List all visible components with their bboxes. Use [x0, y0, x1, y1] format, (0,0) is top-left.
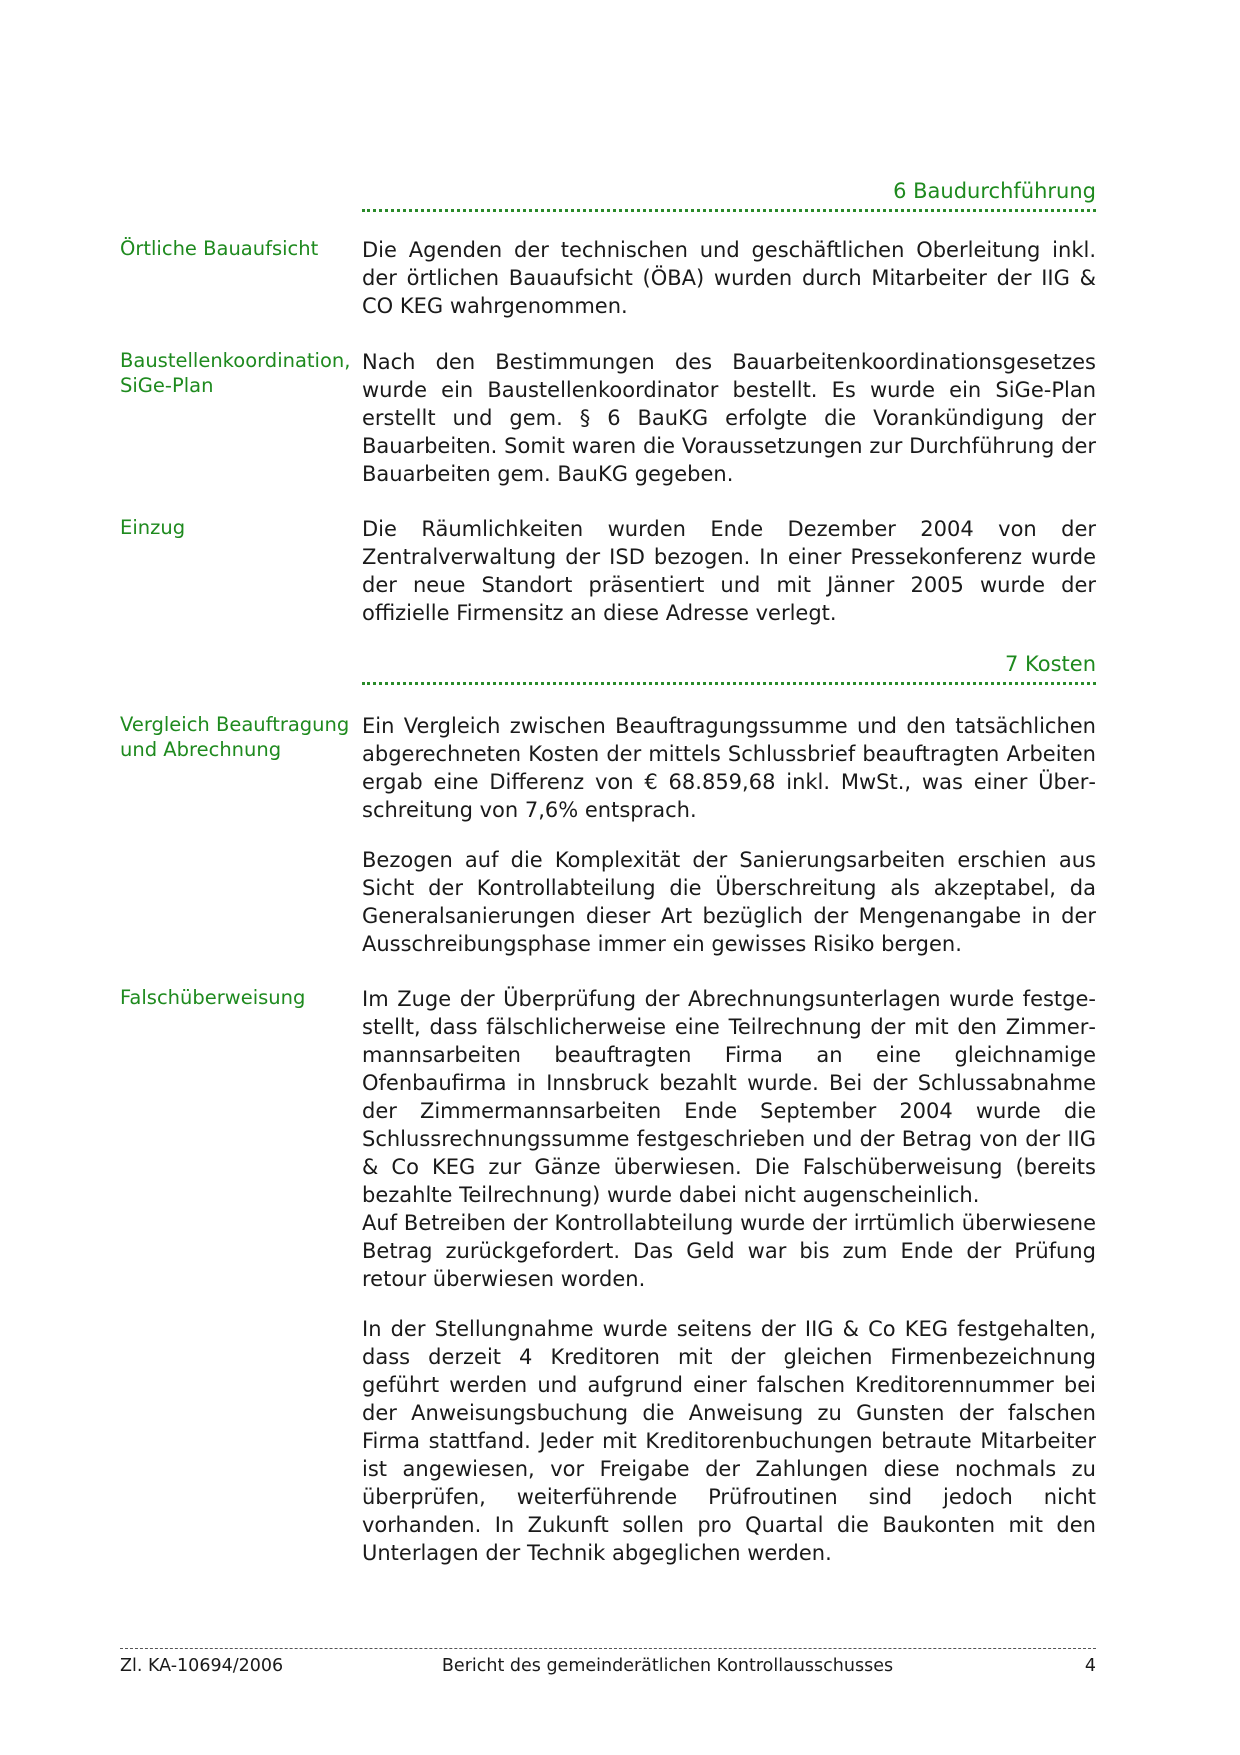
paragraph-rueckforderung: Auf Betreiben der Kontrollabteilung wurde der irrtümlich überwiesene Betrag zurückgefordert. Das Geld war bis zum Ende der Prüfung retour überwiesen worden.	[362, 1211, 1096, 1291]
page-number: 4	[1084, 1656, 1096, 1676]
side-label-einzug: Einzug	[120, 516, 186, 539]
paragraph-oertliche-bauaufsicht: Die Agenden der technischen und geschäftlichen Oberleitung inkl. der örtlichen Bauaufsicht (ÖBA) wurden durch Mitarbeiter der IIG & CO KEG wahrgenommen.	[362, 238, 1096, 318]
paragraph-falschueberweisung: Im Zuge der Überprüfung der Abrechnungsunterlagen wurde festgestellt, dass fälschlicherweise eine Teilrechnung der mit den Zimmermannsarbeiten beauftragten Firma an eine gleichnamige Ofenbaufirma in Innsbruck bezahlt wurde. Bei der Schlussabnahme der Zimmermannsarbeiten Ende September 2004 wurde die Schlussrechnungssumme festgeschrieben und der Betrag von der IIG & Co KEG zur Gänze überwiesen. Die Falschüberweisung (bereits bezahlte Teilrechnung) wurde dabei nicht augenscheinlich.	[362, 987, 1096, 1207]
section-heading-kosten: 7 Kosten	[1004, 652, 1096, 676]
footer-title: Bericht des gemeinderätlichen Kontrollausschusses	[441, 1656, 894, 1676]
paragraph-vergleich: Ein Vergleich zwischen Beauftragungssumme und den tatsächlichen abgerechneten Kosten der mittels Schlussbrief beauftragten Arbeiten ergab eine Differenz von € 68.859,68 inkl. MwSt., was einer Überschreitung von 7,6% entsprach.	[362, 714, 1096, 822]
side-label-baustellenkoordination: Baustellenkoordination, SiGe-Plan	[120, 349, 351, 397]
footer-reference: Zl. KA-10694/2006	[120, 1656, 284, 1676]
paragraph-komplexitaet: Bezogen auf die Komplexität der Sanierungsarbeiten erschien aus Sicht der Kontrollabteilung die Überschreitung als akzeptabel, da Generalsanierungen dieser Art bezüglich der Mengenangabe in der Ausschreibungsphase immer ein gewisses Risiko bergen.	[362, 848, 1096, 956]
section-heading-baudurchfuehrung: 6 Baudurchführung	[893, 179, 1096, 203]
paragraph-einzug: Die Räumlichkeiten wurden Ende Dezember 2004 von der Zentralverwaltung der ISD bezogen. In einer Pressekonferenz wurde der neue Standort präsentiert und mit Jänner 2005 wurde der offizielle Firmensitz an diese Adresse verlegt.	[362, 517, 1096, 625]
side-label-vergleich: Vergleich Beauftragung und Abrechnung	[120, 713, 350, 761]
section-divider	[362, 682, 1096, 685]
side-label-oertliche-bauaufsicht: Örtliche Bauaufsicht	[120, 237, 319, 260]
section-divider	[362, 209, 1096, 212]
paragraph-baustellenkoordination: Nach den Bestimmungen des Bauarbeitenkoordinationsgesetzes wurde ein Baustellenkoordinator bestellt. Es wurde ein SiGe-Plan erstellt und gem. § 6 BauKG erfolgte die Vorankündigung der Bauarbeiten. Somit waren die Voraussetzungen zur Durchführung der Bauarbeiten gem. BauKG gegeben.	[362, 350, 1096, 486]
paragraph-stellungnahme: In der Stellungnahme wurde seitens der IIG & Co KEG festgehalten, dass derzeit 4 Kreditoren mit der gleichen Firmenbezeichnung geführt werden und aufgrund einer falschen Kreditorennummer bei der Anweisungsbuchung die Anweisung zu Gunsten der falschen Firma stattfand. Jeder mit Kreditorenbuchungen betraute Mitarbeiter ist angewiesen, vor Freigabe der Zahlungen diese nochmals zu überprüfen, weiterführende Prüfroutinen sind jedoch nicht vorhanden. In Zukunft sollen pro Quartal die Baukonten mit den Unterlagen der Technik abgeglichen werden.	[362, 1317, 1096, 1565]
footer-divider	[120, 1648, 1096, 1649]
side-label-falschueberweisung: Falschüberweisung	[120, 986, 306, 1009]
